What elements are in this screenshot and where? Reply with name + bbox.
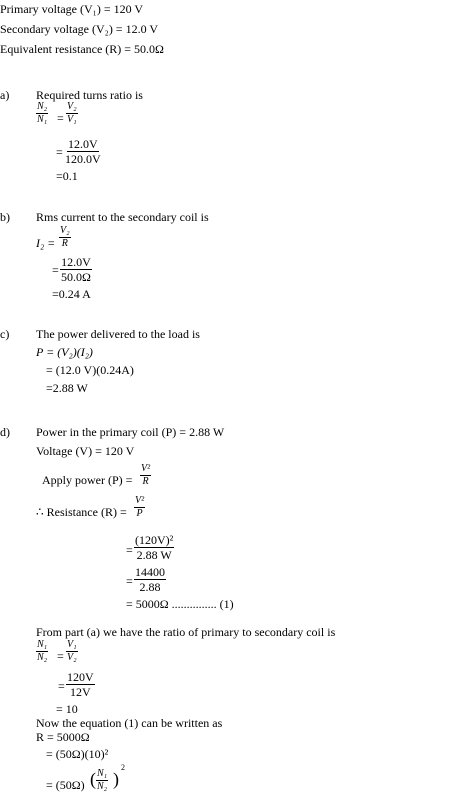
part-d-therefore-fraction xyxy=(134,496,145,519)
part-d-step1-num: (120V)² xyxy=(135,533,174,547)
part-c-eq2: = (12.0 V)(0.24A) xyxy=(46,363,134,377)
part-a-lhs-den: N₁ xyxy=(37,114,48,125)
part-a-label: a) xyxy=(0,88,10,102)
part-c-result: =2.88 W xyxy=(46,381,88,395)
part-b-f1-den: R xyxy=(61,238,68,249)
part-d-apply-num: V² xyxy=(141,463,151,474)
part-d-apply-fraction xyxy=(140,464,151,487)
part-d-step2-den: 2.88 xyxy=(139,580,161,594)
part-d-therefore-den: P xyxy=(136,508,143,519)
part-d-step1-den: 2.88 W xyxy=(136,548,172,562)
part-d-ratio2-den: 12V xyxy=(70,685,91,699)
part-d-ratio-result: = 10 xyxy=(56,702,78,716)
given-primary: Primary voltage (V₁) = 120 V xyxy=(0,2,144,16)
part-a-value-den: 120.0V xyxy=(65,152,101,166)
part-d-label: d) xyxy=(0,425,10,439)
part-d-step3: = 5000Ω ............... (1) xyxy=(126,597,234,611)
part-d-eqA: R = 5000Ω xyxy=(36,730,90,744)
part-b-intro: Rms current to the secondary coil is xyxy=(36,210,209,224)
part-d-ratio-rhs-den: V₂ xyxy=(67,652,77,663)
part-d-eqC-right-paren: ) xyxy=(113,769,119,789)
part-b-result: =0.24 A xyxy=(52,287,91,301)
part-a-rhs-num: V₂ xyxy=(67,101,77,112)
part-d-ratio-lhs-den: N₂ xyxy=(37,652,48,663)
part-c-eq1: P = (V₂)(I₂) xyxy=(36,345,93,359)
part-d-line1: Power in the primary coil (P) = 2.88 W xyxy=(36,425,225,439)
part-d-eqC-den: N₂ xyxy=(97,781,108,792)
part-d-eqC-exponent: 2 xyxy=(121,763,125,772)
part-b-equals: = xyxy=(52,263,59,277)
part-a-equals-2: = xyxy=(56,145,63,159)
part-c-intro: The power delivered to the load is xyxy=(36,327,200,341)
part-d-step2-equals: = xyxy=(126,574,133,588)
part-d-eqC-fraction xyxy=(96,769,108,792)
part-a-lhs-fraction xyxy=(36,102,48,125)
part-b-lhs: I₂ = xyxy=(36,236,56,250)
given-resistance: Equivalent resistance (R) = 50.0Ω xyxy=(0,42,164,56)
part-d-step1 xyxy=(134,534,174,561)
part-a-lhs-num: N₂ xyxy=(37,101,48,112)
part-c-label: c) xyxy=(0,327,10,341)
part-d-ratio-rhs-num: V₁ xyxy=(67,639,77,650)
part-d-ratio2 xyxy=(66,671,95,698)
part-d-eqC-lead: = (50Ω) xyxy=(46,778,85,792)
part-d-ratio-equals: = xyxy=(57,649,64,663)
part-d-therefore: ∴ Resistance (R) = xyxy=(36,505,127,519)
part-d-step2-num: 14400 xyxy=(135,565,165,579)
part-a-rhs-den: V₁ xyxy=(67,114,77,125)
part-d-ratio-lhs xyxy=(36,640,48,663)
part-d-eqC-num: N₁ xyxy=(97,768,108,779)
part-b-f1-num: V₂ xyxy=(60,225,70,236)
part-d-ratio2-equals: = xyxy=(58,679,65,693)
part-d-step2 xyxy=(134,566,166,593)
part-a-equals: = xyxy=(57,111,64,125)
part-d-line2: Voltage (V) = 120 V xyxy=(36,444,135,458)
part-b-label: b) xyxy=(0,210,10,224)
part-d-eqC-left-paren: ( xyxy=(90,769,96,789)
part-d-now: Now the equation (1) can be written as xyxy=(36,716,223,730)
part-b-f1 xyxy=(59,226,71,249)
part-d-ratio-lhs-num: N₁ xyxy=(37,639,48,650)
given-secondary: Secondary voltage (V₂) = 12.0 V xyxy=(0,22,159,36)
part-d-ratio2-num: 120V xyxy=(67,670,94,684)
part-d-step1-equals: = xyxy=(126,543,133,557)
part-b-f2-den: 50.0Ω xyxy=(61,270,91,284)
part-d-therefore-num: V² xyxy=(135,495,145,506)
part-d-apply: Apply power (P) = xyxy=(42,473,133,487)
part-a-intro: Required turns ratio is xyxy=(36,88,143,102)
part-b-f2 xyxy=(60,256,92,283)
part-a-value-fraction xyxy=(64,138,102,165)
part-d-from-part: From part (a) we have the ratio of primary to secondary coil is xyxy=(36,625,336,639)
part-a-rhs-fraction xyxy=(66,102,78,125)
part-a-value-num: 12.0V xyxy=(68,137,98,151)
part-d-apply-den: R xyxy=(142,476,149,487)
part-a-result: =0.1 xyxy=(56,169,78,183)
part-d-ratio-rhs xyxy=(66,640,78,663)
part-d-eqB: = (50Ω)(10)² xyxy=(46,747,109,761)
part-b-f2-num: 12.0V xyxy=(61,255,91,269)
